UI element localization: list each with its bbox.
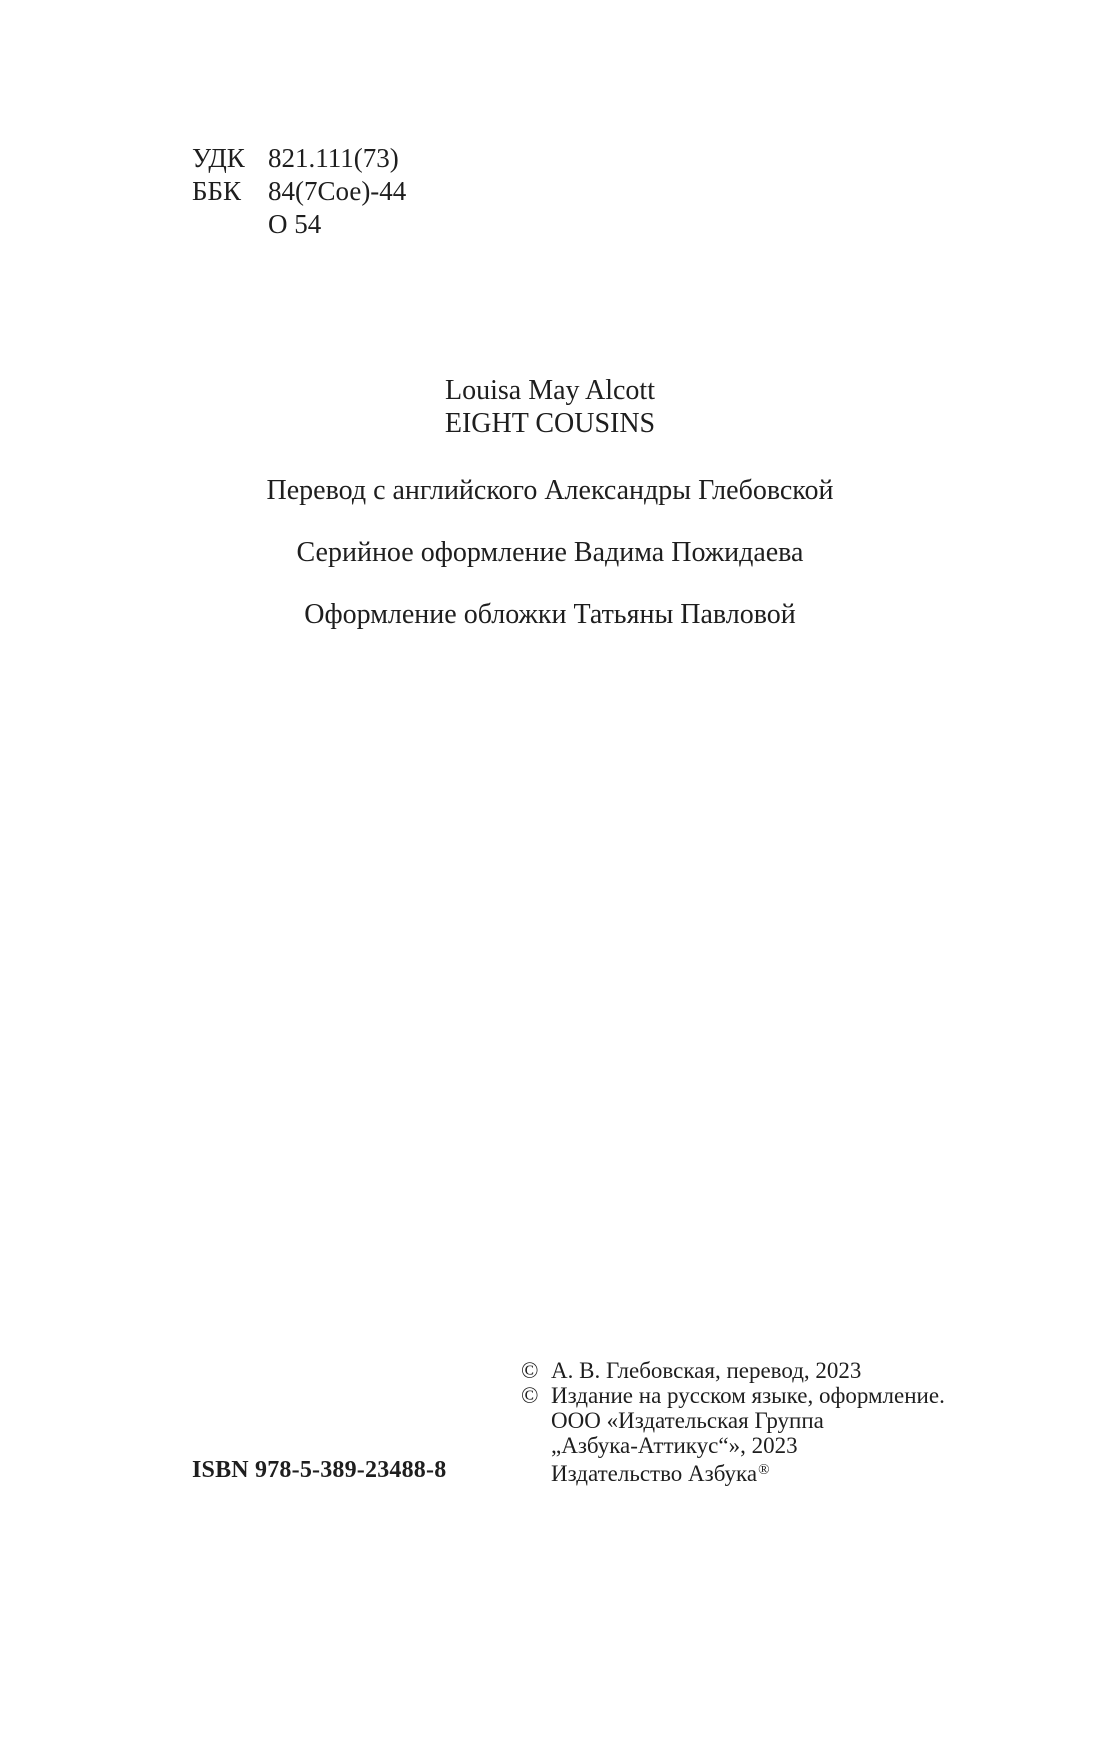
- isbn: ISBN 978-5-389-23488-8: [192, 1457, 447, 1483]
- publisher-imprint: [551, 1458, 770, 1486]
- copyright-symbol: ©: [521, 1383, 539, 1408]
- cover-design-credit: Оформление обложки Татьяны Павловой: [304, 599, 796, 630]
- udk-row: [192, 142, 406, 175]
- author-mark: О 54: [268, 209, 322, 239]
- udk-label: УДК: [192, 143, 245, 173]
- copyright-block: [521, 1358, 945, 1486]
- bbk-label: ББК: [192, 176, 242, 206]
- registered-trademark-icon: ®: [758, 1462, 770, 1478]
- publisher-name-line2: „Азбука-Аттикус“», 2023: [551, 1433, 798, 1458]
- library-classification: [192, 142, 406, 241]
- copyright-translation: А. В. Глебовская, перевод, 2023: [551, 1358, 862, 1383]
- translation-credit: Перевод с английского Александры Глебовской: [266, 475, 834, 506]
- copyright-row-imprint: [521, 1458, 945, 1486]
- bbk-row: [192, 175, 406, 208]
- series-design-credit: Серийное оформление Вадима Пожидаева: [296, 537, 804, 568]
- copyright-row-publisher: [521, 1408, 945, 1433]
- copyright-row-edition: [521, 1383, 945, 1408]
- copyright-row-publisher-2: [521, 1433, 945, 1458]
- copyright-row-translation: [521, 1358, 945, 1383]
- publisher-imprint-text: Издательство Азбука: [551, 1461, 758, 1486]
- copyright-symbol: ©: [521, 1358, 539, 1383]
- publisher-name-line1: ООО «Издательская Группа: [551, 1408, 824, 1433]
- original-title: EIGHT COUSINS: [444, 408, 656, 439]
- bbk-value: 84(7Сое)-44: [268, 176, 407, 206]
- udk-value: 821.111(73): [268, 143, 399, 173]
- title-block: [0, 374, 1100, 632]
- author-mark-row: [192, 208, 406, 241]
- original-author: Louisa May Alcott: [445, 375, 655, 406]
- copyright-edition: Издание на русском языке, оформление.: [551, 1383, 945, 1408]
